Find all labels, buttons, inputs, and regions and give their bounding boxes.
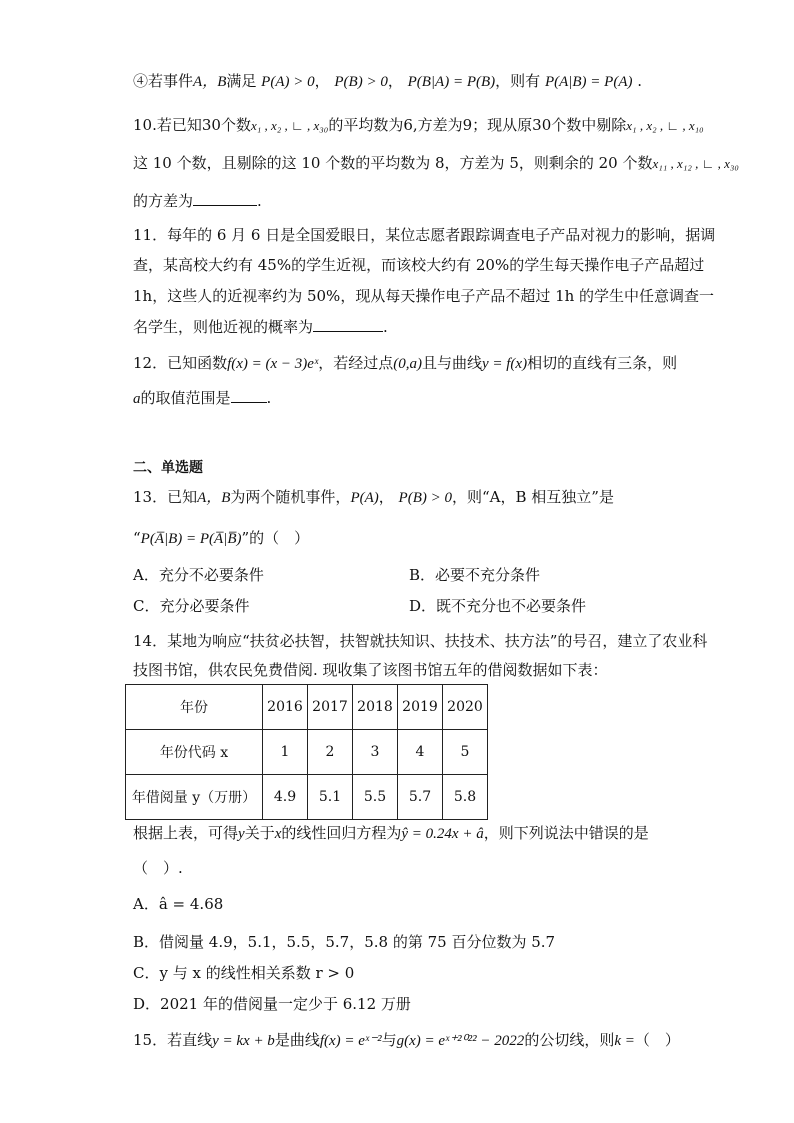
q14-line1: 14．某地为响应“扶贫必扶智，扶智就扶知识、扶技术、扶方法”的号召，建立了农业科: [133, 632, 708, 650]
q13-option-a[interactable]: A．充分不必要条件: [133, 566, 264, 584]
q15-text3: 与: [381, 1031, 397, 1049]
q9-text: 若事件: [148, 72, 194, 90]
q11-answer-blank[interactable]: [313, 317, 383, 332]
q12-line2: [133, 388, 271, 409]
table-cell: 4.9: [263, 775, 308, 820]
q10-text1: 10.若已知30个数: [133, 116, 251, 134]
q9-text3: ，则有: [495, 72, 541, 90]
q14-after-line2: （ ）.: [133, 859, 183, 877]
q10-text2: 的平均数为6,方差为9；现从原30个数中剔除: [328, 116, 627, 134]
q10-vars3: x₁₁ , x₁₂ , ∟ , x₃₀: [652, 156, 739, 171]
q14-option-a[interactable]: A．â = 4.68: [133, 895, 224, 913]
q12-text4: 相切的直线有三条，则: [527, 354, 678, 372]
q13-expr: P(A̅|B) = P(A̅|B̅): [140, 531, 242, 547]
q10-vars1: x₁ , x₂ , ∟ , x₃₀: [250, 118, 329, 133]
q12-line1: [133, 353, 677, 374]
q12-var: a: [133, 391, 141, 407]
table-cell: 2016: [263, 685, 308, 730]
q14-text1: 根据上表，可得: [133, 824, 239, 842]
q13-text3: ，则“A，B 相互独立”是: [451, 488, 614, 506]
q14-text4: ，则下列说法中错误的是: [483, 824, 649, 842]
table-cell: 5.7: [398, 775, 443, 820]
q13-line2: [133, 528, 309, 549]
q13-option-b[interactable]: B．必要不充分条件: [409, 566, 541, 584]
table-row-label: 年份: [126, 685, 263, 730]
table-cell: 5.8: [443, 775, 488, 820]
table-cell: 4: [398, 730, 443, 775]
table-cell: 3: [353, 730, 398, 775]
table-cell: 5: [443, 730, 488, 775]
q15-text5: （ ）: [634, 1031, 680, 1049]
table-cell: 2020: [443, 685, 488, 730]
q12-end: .: [266, 389, 272, 407]
q14-option-b[interactable]: B．借阅量 4.9，5.1，5.5，5.7，5.8 的第 75 百分位数为 5.7: [133, 933, 556, 951]
q10-line2: [133, 153, 739, 174]
q13-line1: 13．已知A，B为两个随机事件，P(A)， P(B) > 0，则“A，B 相互独立”是: [133, 488, 614, 506]
q9-marker: ④: [133, 72, 149, 90]
q9-text2: 满足: [226, 72, 257, 90]
q15-text1: 15．若直线: [133, 1031, 213, 1049]
q9-cond2: P(B) > 0: [334, 74, 388, 90]
q11-line4: [133, 317, 388, 337]
q14-text2: 关于: [244, 824, 275, 842]
q15-text4: 的公切线，则: [524, 1031, 615, 1049]
q10-end: .: [257, 192, 262, 210]
q12-text5: 的取值范围是: [140, 389, 231, 407]
q15-f: f(x) = eˣ⁻²: [319, 1033, 382, 1049]
table-row-label: 年份代码 x: [126, 730, 263, 775]
q9-statement: ④若事件A，B满足 P(A) > 0， P(B) > 0， P(B|A) = P(B)，则有 P(A|B) = P(A) .: [133, 72, 643, 90]
q14-option-c[interactable]: C．y 与 x 的线性相关系数 r > 0: [133, 964, 355, 982]
q12-text2: ，若经过点: [318, 354, 394, 372]
table-cell: 5.5: [353, 775, 398, 820]
table-row: [126, 730, 488, 775]
q10-text4: 的方差为: [133, 192, 194, 210]
q12-func: f(x) = (x − 3)eˣ: [227, 356, 319, 372]
q13-option-d[interactable]: D．既不充分也不必要条件: [409, 597, 587, 615]
q13-option-c[interactable]: C．充分必要条件: [133, 597, 250, 615]
q10-vars2: x₁ , x₂ , ∟ , x₁₀: [626, 118, 704, 133]
q15-g: g(x) = eˣ⁺²⁰²² − 2022: [396, 1033, 525, 1049]
q12-curve: y = f(x): [481, 356, 528, 372]
q9-events: A，B: [193, 74, 227, 90]
q14-line2: 技图书馆，供农民免费借阅. 现收集了该图书馆五年的借阅数据如下表：: [133, 661, 608, 679]
table-cell: 2018: [353, 685, 398, 730]
table-cell: 1: [263, 730, 308, 775]
q13-events: A，B: [197, 490, 231, 506]
q11-end: .: [383, 318, 388, 336]
table-cell: 5.1: [308, 775, 353, 820]
q9-end: .: [637, 72, 643, 90]
q10-answer-blank[interactable]: [193, 191, 257, 206]
q12-point: (0,a): [393, 356, 422, 372]
q13-cond1: P(A): [350, 490, 379, 506]
q14-option-d[interactable]: D．2021 年的借阅量一定少于 6.12 万册: [133, 995, 411, 1013]
table-cell: 2017: [308, 685, 353, 730]
table-row: [126, 775, 488, 820]
q11-text: 名学生，则他近视的概率为: [133, 318, 314, 336]
table-row-label: 年借阅量 y（万册）: [126, 775, 263, 820]
q15-line: [133, 1030, 680, 1051]
borrowing-data-table: [125, 684, 488, 820]
q11-line1: 11．每年的 6 月 6 日是全国爱眼日，某位志愿者跟踪调查电子产品对视力的影响，据调: [133, 226, 716, 244]
q12-text1: 12．已知函数: [133, 354, 228, 372]
q14-x: x: [274, 826, 282, 842]
q9-cond1: P(A) > 0: [261, 74, 315, 90]
q13-cond2: P(B) > 0: [398, 490, 452, 506]
q15-line-eq: y = kx + b: [212, 1033, 275, 1049]
q14-regression: ŷ = 0.24x + â: [401, 826, 484, 842]
q13-text1: 13．已知: [133, 488, 198, 506]
table-cell: 2: [308, 730, 353, 775]
q14-after-line1: [133, 823, 649, 844]
q15-text2: 是曲线: [274, 1031, 320, 1049]
q15-k: k =: [614, 1033, 635, 1049]
q11-line2: 查，某高校大约有 45%的学生近视，而该校大约有 20%的学生每天操作电子产品超过: [133, 256, 705, 274]
section-title: 二、单选题: [133, 460, 203, 476]
q14-text3: 的线性回归方程为: [281, 824, 402, 842]
q11-line3: 1h，这些人的近视率约为 50%，现从每天操作电子产品不超过 1h 的学生中任意调查一: [133, 287, 715, 305]
q14-y: y: [238, 826, 245, 842]
q10-line3: [133, 191, 262, 211]
q9-result: P(A|B) = P(A): [544, 74, 633, 90]
q9-cond3: P(B|A) = P(B): [407, 74, 496, 90]
table-cell: 2019: [398, 685, 443, 730]
q12-answer-blank[interactable]: [231, 388, 267, 403]
q10-line1: [133, 115, 704, 136]
q13-text2: 为两个随机事件，: [230, 488, 351, 506]
q12-text3: 且与曲线: [421, 354, 482, 372]
q13-quote-open: “: [133, 529, 141, 547]
table-row: [126, 685, 488, 730]
q10-text3: 这 10 个数，且剔除的这 10 个数的平均数为 8，方差为 5，则剩余的 20 个数: [133, 154, 653, 172]
q13-text4: ”的（ ）: [241, 529, 310, 547]
